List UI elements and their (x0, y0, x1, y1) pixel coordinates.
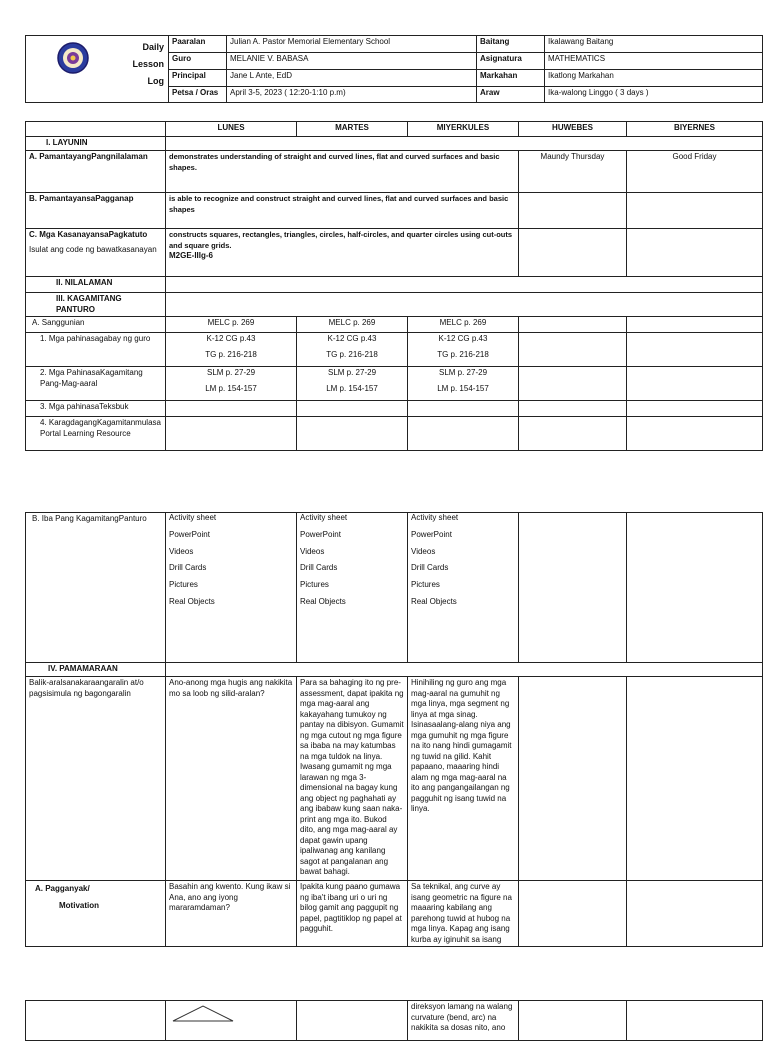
slm-miyerkules: SLM p. 27-29 (438, 368, 488, 377)
pagganyak-lunes: Basahin ang kwento. Kung ikaw si Ana, ano ang iyong mararamdaman? (166, 881, 297, 947)
material-item: Drill Cards (411, 563, 449, 573)
learning-competency-cell (166, 229, 519, 277)
label-gabay-guro: 1. Mga pahinasagabay ng guro (26, 333, 166, 367)
materials-lunes (166, 513, 297, 663)
value-araw: Ika-walong Linggo ( 3 days ) (545, 87, 763, 103)
house-drawing-cell (166, 1001, 297, 1041)
label-petsa: Petsa / Oras (169, 87, 227, 103)
material-item: Videos (300, 546, 325, 556)
material-item: Drill Cards (169, 563, 207, 573)
material-item: Pictures (411, 580, 440, 590)
day-header-huwebes: HUWEBES (519, 122, 627, 137)
pagganyak-martes: Ipakita kung paano gumawa ng iba't ibang uri o uri ng bilog gamit ang paggupit ng papel, pagtitiklop ng papel at pagguhit. (297, 881, 408, 947)
material-item: Real Objects (300, 596, 346, 606)
learning-competency: constructs squares, rectangles, triangles, circles, half-circles, and quarter circles using cut-outs and square grids. (169, 230, 513, 250)
lm-martes: LM p. 154-157 (326, 383, 378, 393)
label-kasanayan: C. Mga KasanayansaPagkatuto (29, 230, 148, 239)
value-principal: Jane L Ante, EdD (227, 70, 477, 87)
label-balik-aral: Balik-aralsanakaraangaralin at/o pagsisimula ng bagongaralin (26, 677, 166, 881)
label-principal: Principal (169, 70, 227, 87)
melc-lunes: MELC p. 269 (166, 317, 297, 333)
label-baitang: Baitang (477, 36, 545, 53)
value-guro: MELANIE V. BABASA (227, 53, 477, 70)
label-guro: Guro (169, 53, 227, 70)
house-shape-icon (168, 1003, 238, 1027)
title-lesson: Lesson (132, 59, 164, 69)
competency-code: M2GE-IIIg-6 (169, 251, 214, 260)
label-kasanayan-sub: Isulat ang code ng bawatkasanayan (29, 244, 157, 254)
balik-aral-martes: Para sa bahaging ito ng pre-assessment, dapat ipakita ng mga mag-aaral ang kakayahang tumukoy ng pantay na dibisyon. Gumamit ng mga cutout ng mga figure sa ibaba na may katumbas na mga tuldok na linya. Iwasang gumamit ng mga larawan ng mga 3-dimensional na bagay kung ang object ng paghahati ay ang ibabaw kung saan naka-print ang mga ito. Bukod dito, ang mga mag-aaral ay dapat gawin upang ipaliwanag ang kanilang sagot at pangalanan ang bawat bahagi. (297, 677, 408, 881)
section-kagamitan: III. KAGAMITANG PANTURO (26, 293, 166, 317)
label-sanggunian: A. Sanggunian (26, 317, 166, 333)
slm-martes-cell (297, 367, 408, 401)
value-markahan: Ikatlong Markahan (545, 70, 763, 87)
material-item: Pictures (300, 580, 329, 590)
slm-martes: SLM p. 27-29 (327, 368, 377, 377)
header-table (25, 35, 763, 103)
lm-lunes: LM p. 154-157 (205, 383, 257, 393)
holiday-maundy-thursday: Maundy Thursday (519, 151, 627, 193)
slm-lunes: SLM p. 27-29 (206, 368, 256, 377)
pagganyak-miyerkules: Sa teknikal, ang curve ay isang geometric na figure na maaaring kabilang ang parehong tuwid at hubog na mga linya. Kapag ang isang kurba ay iginuhit sa isang (408, 881, 519, 947)
tg-lunes-cell (166, 333, 297, 367)
lesson-table-part2 (25, 512, 763, 947)
day-header-miyerkules: MIYERKULES (408, 122, 519, 137)
cg-lunes: K-12 CG p.43 (206, 334, 256, 343)
value-petsa: April 3-5, 2023 ( 12:20-1:10 p.m) (227, 87, 477, 103)
material-item: Real Objects (411, 596, 457, 606)
materials-martes (297, 513, 408, 663)
continued-miyerkules: direksyon lamang na walang curvature (bend, arc) na nakikita sa dosas nito, ano (408, 1001, 519, 1041)
balik-aral-miyerkules: Hinihiling ng guro ang mga mag-aaral na gumuhit ng mga linya, mga segment ng linya at mga sinag. Isinasaalang-alang niya ang mga gumuhit ng mga figure na ito nang hindi gumagamit ng tuwid na gilid. Kahit papaano, maaaring hindi alam ng mga mag-aaral na ito ang pangangailangan ng pagguhit ng isang tuwid na linya. (408, 677, 519, 881)
lesson-table-part3 (25, 1000, 763, 1041)
section-layunin: I. LAYUNIN (26, 137, 166, 151)
material-item: Activity sheet (169, 513, 217, 522)
material-item: PowerPoint (411, 529, 452, 539)
balik-aral-lunes: Ano-anong mga hugis ang nakikita mo sa loob ng silid-aralan? (166, 677, 297, 881)
slm-miyerkules-cell (408, 367, 519, 401)
material-item: Drill Cards (300, 563, 338, 573)
content-standard: demonstrates understanding of straight and curved lines, flat and curved surfaces and basic shapes. (166, 151, 519, 193)
slm-lunes-cell (166, 367, 297, 401)
lm-miyerkules: LM p. 154-157 (437, 383, 489, 393)
material-item: PowerPoint (300, 529, 341, 539)
holiday-good-friday: Good Friday (627, 151, 763, 193)
material-item: Pictures (169, 580, 198, 590)
corner-cell (26, 122, 166, 137)
label-paaralan: Paaralan (169, 36, 227, 53)
label-iba-pang-kagamitan: B. Iba Pang KagamitangPanturo (26, 513, 166, 663)
lesson-table-part1 (25, 121, 763, 451)
tg-miyerkules-cell (408, 333, 519, 367)
section-nilalaman: II. NILALAMAN (26, 277, 166, 293)
day-header-lunes: LUNES (166, 122, 297, 137)
materials-miyerkules (408, 513, 519, 663)
label-asignatura: Asignatura (477, 53, 545, 70)
label-kasanayan-cell (26, 229, 166, 277)
material-item: Activity sheet (411, 513, 459, 522)
title-log: Log (147, 76, 164, 86)
performance-standard: is able to recognize and construct straight and curved lines, flat and curved surfaces and basic shapes (166, 193, 519, 229)
label-araw: Araw (477, 87, 545, 103)
day-header-martes: MARTES (297, 122, 408, 137)
melc-miyerkules: MELC p. 269 (408, 317, 519, 333)
material-item: Videos (169, 546, 194, 556)
day-header-biyernes: BIYERNES (627, 122, 763, 137)
label-teksbuk: 3. Mga pahinasaTeksbuk (26, 401, 166, 417)
tg-martes: TG p. 216-218 (326, 349, 378, 359)
label-kagamitang-pang-mag-aaral: 2. Mga PahinasaKagamitang Pang-Mag-aaral (26, 367, 166, 401)
cg-martes: K-12 CG p.43 (327, 334, 377, 343)
tg-martes-cell (297, 333, 408, 367)
material-item: Videos (411, 546, 436, 556)
label-pagganyak-cell (26, 881, 166, 947)
cg-miyerkules: K-12 CG p.43 (438, 334, 488, 343)
label-pamantayang-pangnilalaman: A. PamantayangPangnilalaman (26, 151, 166, 193)
tg-lunes: TG p. 216-218 (205, 349, 257, 359)
value-asignatura: MATHEMATICS (545, 53, 763, 70)
section-pamamaraan: IV. PAMAMARAAN (26, 663, 166, 677)
label-pamantayan-pagganap: B. PamantayansaPagganap (26, 193, 166, 229)
material-item: PowerPoint (169, 529, 210, 539)
logo-title-cell (26, 36, 169, 103)
label-markahan: Markahan (477, 70, 545, 87)
material-item: Real Objects (169, 596, 215, 606)
material-item: Activity sheet (300, 513, 348, 522)
school-seal-icon (56, 41, 90, 75)
label-pagganyak: A. Pagganyak/ (35, 884, 90, 893)
tg-miyerkules: TG p. 216-218 (437, 349, 489, 359)
melc-martes: MELC p. 269 (297, 317, 408, 333)
label-motivation: Motivation (59, 900, 99, 910)
value-baitang: Ikalawang Baitang (545, 36, 763, 53)
value-paaralan: Julian A. Pastor Memorial Elementary School (227, 36, 477, 53)
title-daily: Daily (142, 42, 164, 52)
label-portal-learning-resource: 4. KaragdagangKagamitanmulasa Portal Learning Resource (26, 417, 166, 451)
